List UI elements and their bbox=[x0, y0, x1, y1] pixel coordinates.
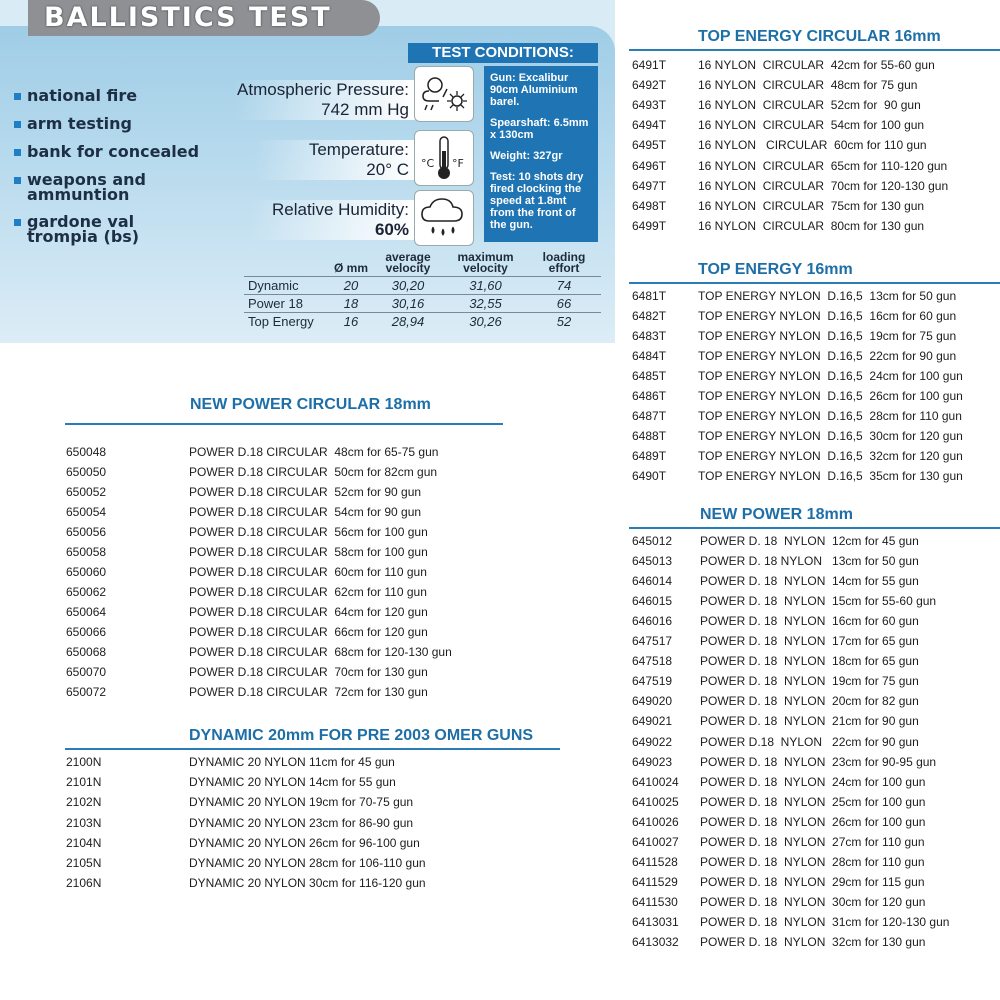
product-description: POWER D. 18 NYLON 26cm for 100 gun bbox=[700, 815, 926, 829]
product-code: 646015 bbox=[632, 594, 673, 608]
bullet-item: national fire bbox=[14, 88, 202, 104]
product-code: 650058 bbox=[66, 545, 107, 559]
pressure-label-text: Atmospheric Pressure: bbox=[237, 80, 409, 99]
row-name: Power 18 bbox=[244, 295, 330, 313]
pressure-label bbox=[234, 80, 415, 120]
table-header-effort: loading effort bbox=[542, 250, 586, 275]
ballistics-table bbox=[244, 252, 601, 330]
product-description: DYNAMIC 20 NYLON 30cm for 116-120 gun bbox=[189, 876, 426, 890]
thermometer-icon bbox=[414, 130, 474, 186]
row-effort: 66 bbox=[527, 295, 601, 313]
product-code: 6413032 bbox=[632, 935, 679, 949]
product-code: 6410027 bbox=[632, 835, 679, 849]
table-header-mm: Ø mm bbox=[334, 261, 369, 275]
ballistics-title: BALLISTICS TEST bbox=[28, 0, 380, 36]
test-conditions-box bbox=[484, 66, 598, 242]
table-header-maximum: maximum velocity bbox=[457, 250, 514, 275]
product-description: DYNAMIC 20 NYLON 26cm for 96-100 gun bbox=[189, 836, 420, 850]
row-avg: 30,20 bbox=[372, 277, 444, 295]
temperature-value: 20° C bbox=[366, 160, 409, 179]
product-description: POWER D. 18 NYLON 23cm for 90-95 gun bbox=[700, 755, 937, 769]
product-code: 650060 bbox=[66, 565, 107, 579]
product-description: POWER D. 18 NYLON 17cm for 65 gun bbox=[700, 634, 919, 648]
product-code: 6496T bbox=[632, 159, 667, 173]
ballistics-test-panel bbox=[0, 0, 615, 343]
product-description: 16 NYLON CIRCULAR 54cm for 100 gun bbox=[698, 118, 925, 132]
row-name: Dynamic bbox=[244, 277, 330, 295]
bullet-item: gardone val trompia (bs) bbox=[14, 214, 202, 244]
product-code: 647517 bbox=[632, 634, 673, 648]
row-mm: 16 bbox=[330, 313, 372, 331]
product-description: TOP ENERGY NYLON D.16,5 26cm for 100 gun bbox=[698, 389, 963, 403]
table-row bbox=[244, 295, 601, 313]
product-code: 6481T bbox=[632, 289, 667, 303]
product-description: 16 NYLON CIRCULAR 48cm for 75 gun bbox=[698, 78, 918, 92]
product-code: 649023 bbox=[632, 755, 673, 769]
table-row bbox=[244, 277, 601, 295]
product-description: POWER D. 18 NYLON 25cm for 100 gun bbox=[700, 795, 926, 809]
product-description: DYNAMIC 20 NYLON 14cm for 55 gun bbox=[189, 775, 396, 789]
product-code: 6497T bbox=[632, 179, 667, 193]
product-description: POWER D. 18 NYLON 28cm for 110 gun bbox=[700, 855, 925, 869]
celsius-unit: °C bbox=[421, 157, 435, 170]
row-effort: 52 bbox=[527, 313, 601, 331]
product-description: TOP ENERGY NYLON D.16,5 24cm for 100 gun bbox=[698, 369, 963, 383]
product-description: TOP ENERGY NYLON D.16,5 16cm for 60 gun bbox=[698, 309, 957, 323]
product-description: POWER D. 18 NYLON 14cm for 55 gun bbox=[700, 574, 919, 588]
product-code: 6410025 bbox=[632, 795, 679, 809]
product-description: POWER D. 18 NYLON 15cm for 55-60 gun bbox=[700, 594, 937, 608]
product-code: 6413031 bbox=[632, 915, 679, 929]
product-description: POWER D.18 CIRCULAR 54cm for 90 gun bbox=[189, 505, 422, 519]
product-code: 650048 bbox=[66, 445, 107, 459]
bullet-item: arm testing bbox=[14, 116, 202, 132]
test-condition-weight: Weight: 327gr bbox=[490, 150, 563, 162]
product-code: 6411530 bbox=[632, 895, 678, 909]
product-code: 6410026 bbox=[632, 815, 679, 829]
product-description: 16 NYLON CIRCULAR 80cm for 130 gun bbox=[698, 219, 925, 233]
product-code: 6485T bbox=[632, 369, 667, 383]
product-code: 645013 bbox=[632, 554, 673, 568]
product-description: 16 NYLON CIRCULAR 52cm for 90 gun bbox=[698, 98, 921, 112]
row-mm: 20 bbox=[330, 277, 372, 295]
product-code: 645012 bbox=[632, 534, 673, 548]
product-description: POWER D.18 CIRCULAR 72cm for 130 gun bbox=[189, 685, 428, 699]
section-title: DYNAMIC 20mm FOR PRE 2003 OMER GUNS bbox=[189, 727, 534, 744]
product-code: 650056 bbox=[66, 525, 107, 539]
product-code: 6493T bbox=[632, 98, 667, 112]
product-description: POWER D.18 CIRCULAR 68cm for 120-130 gun bbox=[189, 645, 452, 659]
product-description: TOP ENERGY NYLON D.16,5 22cm for 90 gun bbox=[698, 349, 957, 363]
table-header-row bbox=[244, 252, 601, 277]
product-description: POWER D.18 CIRCULAR 62cm for 110 gun bbox=[189, 585, 427, 599]
product-description: 16 NYLON CIRCULAR 75cm for 130 gun bbox=[698, 199, 925, 213]
product-description: POWER D. 18 NYLON 24cm for 100 gun bbox=[700, 775, 926, 789]
product-code: 2102N bbox=[66, 795, 102, 809]
product-description: 16 NYLON CIRCULAR 60cm for 110 gun bbox=[698, 138, 927, 152]
product-description: POWER D. 18 NYLON 31cm for 120-130 gun bbox=[700, 915, 950, 929]
product-code: 6492T bbox=[632, 78, 667, 92]
section-title: NEW POWER 18mm bbox=[700, 506, 853, 523]
test-condition-test: Test: 10 shots dry fired clocking the speed at 1.8mt from the front of the gun. bbox=[490, 171, 584, 231]
product-code: 646014 bbox=[632, 574, 673, 588]
temperature-label-text: Temperature: bbox=[308, 140, 409, 159]
product-description: POWER D. 18 NYLON 12cm for 45 gun bbox=[700, 534, 919, 548]
product-code: 6484T bbox=[632, 349, 667, 363]
test-conditions-header: TEST CONDITIONS: bbox=[408, 43, 598, 63]
product-description: POWER D.18 NYLON 22cm for 90 gun bbox=[700, 735, 919, 749]
bullet-item: bank for concealed bbox=[14, 144, 202, 160]
product-code: 6490T bbox=[632, 469, 667, 483]
product-code: 6489T bbox=[632, 449, 667, 463]
product-code: 6494T bbox=[632, 118, 667, 132]
product-description: TOP ENERGY NYLON D.16,5 13cm for 50 gun bbox=[698, 289, 957, 303]
weather-icon bbox=[414, 66, 474, 122]
product-code: 6410024 bbox=[632, 775, 679, 789]
product-description: POWER D.18 CIRCULAR 48cm for 65-75 gun bbox=[189, 445, 439, 459]
product-code: 2105N bbox=[66, 856, 102, 870]
rain-cloud-icon bbox=[414, 190, 474, 246]
row-avg: 28,94 bbox=[372, 313, 444, 331]
product-description: POWER D. 18 NYLON 19cm for 75 gun bbox=[700, 674, 919, 688]
section-title: TOP ENERGY 16mm bbox=[698, 261, 853, 278]
product-description: POWER D.18 CIRCULAR 64cm for 120 gun bbox=[189, 605, 428, 619]
product-code: 6411529 bbox=[632, 875, 678, 889]
product-code: 6483T bbox=[632, 329, 667, 343]
product-description: DYNAMIC 20 NYLON 23cm for 86-90 gun bbox=[189, 816, 414, 830]
humidity-label bbox=[249, 200, 415, 240]
product-description: 16 NYLON CIRCULAR 42cm for 55-60 gun bbox=[698, 58, 935, 72]
product-code: 6482T bbox=[632, 309, 667, 323]
product-code: 650050 bbox=[66, 465, 107, 479]
product-code: 650072 bbox=[66, 685, 107, 699]
product-description: POWER D. 18 NYLON 13cm for 50 gun bbox=[700, 554, 919, 568]
product-description: DYNAMIC 20 NYLON 11cm for 45 gun bbox=[189, 755, 395, 769]
product-description: POWER D.18 CIRCULAR 56cm for 100 gun bbox=[189, 525, 428, 539]
product-description: 16 NYLON CIRCULAR 70cm for 120-130 gun bbox=[698, 179, 949, 193]
section-divider bbox=[65, 748, 560, 750]
product-description: POWER D. 18 NYLON 16cm for 60 gun bbox=[700, 614, 919, 628]
product-code: 650066 bbox=[66, 625, 107, 639]
temperature-label bbox=[254, 140, 415, 180]
product-description: POWER D.18 CIRCULAR 66cm for 120 gun bbox=[189, 625, 428, 639]
product-description: TOP ENERGY NYLON D.16,5 28cm for 110 gun bbox=[698, 409, 962, 423]
product-code: 650068 bbox=[66, 645, 107, 659]
product-description: POWER D.18 CIRCULAR 50cm for 82cm gun bbox=[189, 465, 438, 479]
product-description: POWER D.18 CIRCULAR 60cm for 110 gun bbox=[189, 565, 427, 579]
product-code: 650064 bbox=[66, 605, 107, 619]
product-description: POWER D.18 CIRCULAR 70cm for 130 gun bbox=[189, 665, 428, 679]
product-code: 6498T bbox=[632, 199, 667, 213]
row-max: 30,26 bbox=[444, 313, 527, 331]
row-avg: 30,16 bbox=[372, 295, 444, 313]
product-code: 6411528 bbox=[632, 855, 678, 869]
bullet-list bbox=[14, 88, 202, 244]
table-header-empty bbox=[244, 252, 330, 277]
product-description: DYNAMIC 20 NYLON 19cm for 70-75 gun bbox=[189, 795, 414, 809]
row-mm: 18 bbox=[330, 295, 372, 313]
test-condition-gun: Gun: Excalibur 90cm Aluminium barel. bbox=[490, 72, 578, 108]
product-code: 649020 bbox=[632, 694, 673, 708]
row-effort: 74 bbox=[527, 277, 601, 295]
section-divider bbox=[629, 282, 1000, 284]
section-title: TOP ENERGY CIRCULAR 16mm bbox=[698, 28, 941, 45]
pressure-value: 742 mm Hg bbox=[321, 100, 409, 119]
product-description: 16 NYLON CIRCULAR 65cm for 110-120 gun bbox=[698, 159, 948, 173]
product-description: TOP ENERGY NYLON D.16,5 35cm for 130 gun bbox=[698, 469, 963, 483]
product-code: 2103N bbox=[66, 816, 102, 830]
product-code: 6495T bbox=[632, 138, 667, 152]
section-divider bbox=[629, 527, 1000, 529]
product-description: POWER D. 18 NYLON 32cm for 130 gun bbox=[700, 935, 926, 949]
humidity-value: 60% bbox=[374, 220, 409, 239]
product-code: 2106N bbox=[66, 876, 102, 890]
row-name: Top Energy bbox=[244, 313, 330, 331]
product-code: 2100N bbox=[66, 755, 102, 769]
product-code: 6499T bbox=[632, 219, 667, 233]
section-divider bbox=[629, 49, 1000, 51]
product-code: 649021 bbox=[632, 714, 673, 728]
product-code: 649022 bbox=[632, 735, 673, 749]
product-code: 6488T bbox=[632, 429, 667, 443]
product-description: DYNAMIC 20 NYLON 28cm for 106-110 gun bbox=[189, 856, 426, 870]
product-code: 650054 bbox=[66, 505, 107, 519]
section-divider bbox=[65, 423, 503, 425]
product-description: POWER D. 18 NYLON 21cm for 90 gun bbox=[700, 714, 919, 728]
product-code: 647518 bbox=[632, 654, 673, 668]
product-code: 2104N bbox=[66, 836, 102, 850]
bullet-item: weapons and ammuntion bbox=[14, 172, 177, 202]
product-description: TOP ENERGY NYLON D.16,5 19cm for 75 gun bbox=[698, 329, 957, 343]
table-header-average: average velocity bbox=[385, 250, 431, 275]
product-code: 650062 bbox=[66, 585, 107, 599]
product-description: TOP ENERGY NYLON D.16,5 30cm for 120 gun bbox=[698, 429, 963, 443]
test-condition-spearshaft: Spearshaft: 6.5mm x 130cm bbox=[490, 117, 589, 141]
product-description: POWER D. 18 NYLON 29cm for 115 gun bbox=[700, 875, 925, 889]
product-code: 650070 bbox=[66, 665, 107, 679]
product-description: POWER D. 18 NYLON 18cm for 65 gun bbox=[700, 654, 919, 668]
humidity-label-text: Relative Humidity: bbox=[272, 200, 409, 219]
row-max: 32,55 bbox=[444, 295, 527, 313]
product-code: 6491T bbox=[632, 58, 667, 72]
product-code: 6486T bbox=[632, 389, 667, 403]
product-code: 2101N bbox=[66, 775, 102, 789]
product-description: TOP ENERGY NYLON D.16,5 32cm for 120 gun bbox=[698, 449, 963, 463]
product-description: POWER D.18 CIRCULAR 58cm for 100 gun bbox=[189, 545, 428, 559]
product-code: 647519 bbox=[632, 674, 673, 688]
product-code: 646016 bbox=[632, 614, 673, 628]
product-description: POWER D. 18 NYLON 20cm for 82 gun bbox=[700, 694, 919, 708]
product-description: POWER D. 18 NYLON 27cm for 110 gun bbox=[700, 835, 925, 849]
product-description: POWER D. 18 NYLON 30cm for 120 gun bbox=[700, 895, 926, 909]
row-max: 31,60 bbox=[444, 277, 527, 295]
product-code: 650052 bbox=[66, 485, 107, 499]
product-code: 6487T bbox=[632, 409, 667, 423]
section-title: NEW POWER CIRCULAR 18mm bbox=[190, 396, 431, 413]
product-description: POWER D.18 CIRCULAR 52cm for 90 gun bbox=[189, 485, 422, 499]
table-row bbox=[244, 313, 601, 331]
fahrenheit-unit: °F bbox=[452, 157, 464, 170]
